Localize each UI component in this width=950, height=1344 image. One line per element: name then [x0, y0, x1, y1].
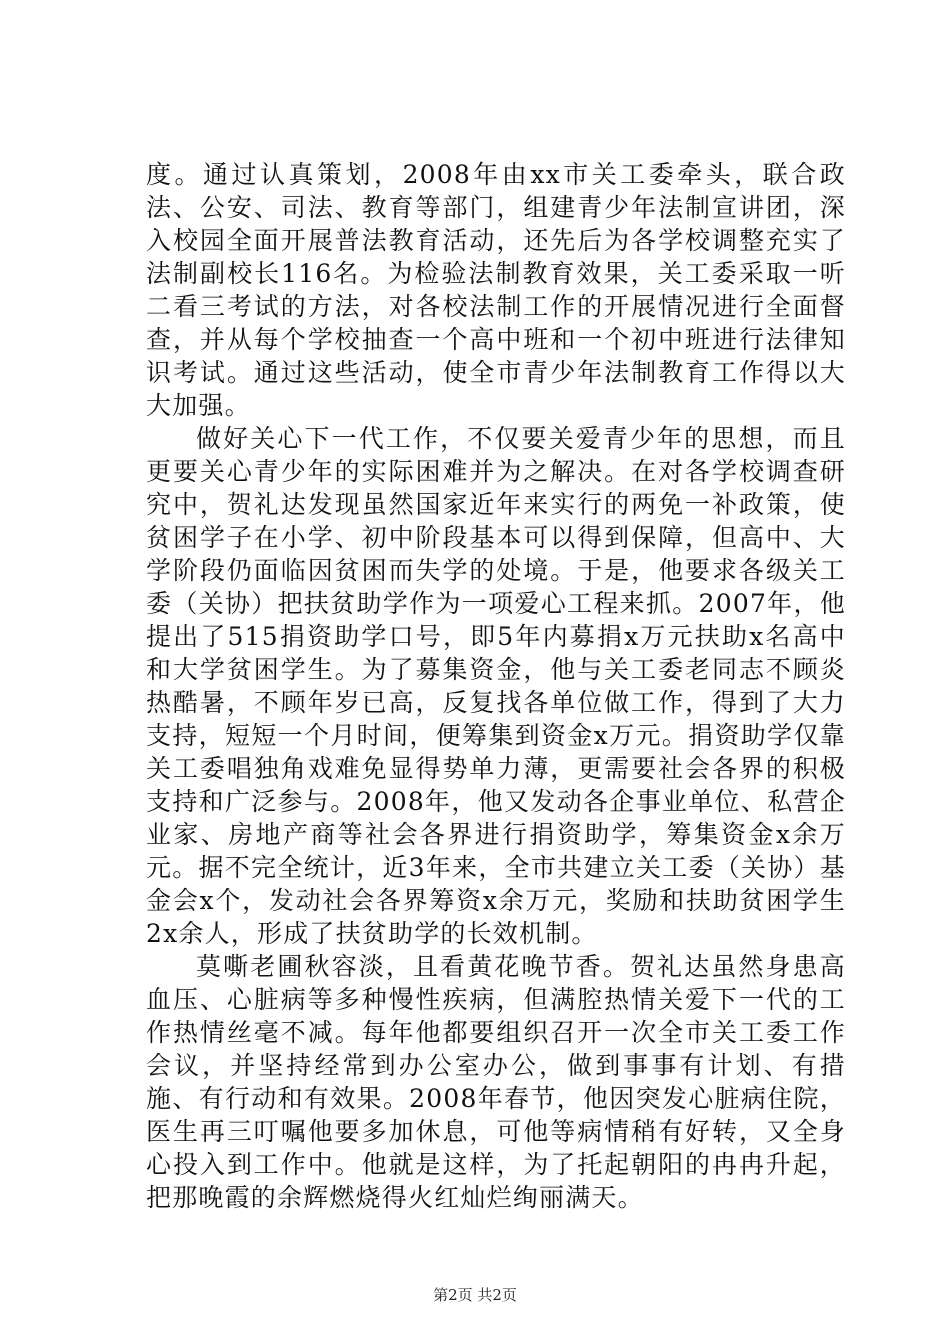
paragraph-poverty-aid: 做好关心下一代工作，不仅要关爱青少年的思想，而且更要关心青少年的实际困难并为之解决。在对各学校调查研究中，贺礼达发现虽然国家近年来实行的两免一补政策，使贫困学子在小学、初中阶段基本可以得到保障，但高中、大学阶段仍面临因贫困而失学的处境。于是，他要求各级关工委（关协）把扶贫助学作为一项爱心工程来抓。2007年，他提出了515捐资助学口号，即5年内募捐x万元扶助x名高中和大学贫困学生。为了募集资金，他与关工委老同志不顾炎热酷暑，不顾年岁已高，反复找各单位做工作，得到了大力支持，短短一个月时间，便筹集到资金x万元。捐资助学仅靠关工委唱独角戏难免显得势单力薄，更需要社会各界的积极支持和广泛参与。2008年，他又发动各企事业单位、私营企业家、房地产商等社会各界进行捐资助学，筹集资金x余万元。据不完全统计，近3年来，全市共建立关工委（关协）基金会x个，发动社会各界筹资x余万元，奖励和扶助贫困学生2x余人，形成了扶贫助学的长效机制。 — [146, 424, 846, 948]
document-body — [146, 158, 846, 1214]
paragraph-continuation: 度。通过认真策划，2008年由xx市关工委牵头，联合政法、公安、司法、教育等部门，组建青少年法制宣讲团，深入校园全面开展普法教育活动，还先后为各学校调整充实了法制副校长116名。为检验法制教育效果，关工委采取一听二看三考试的方法，对各校法制工作的开展情况进行全面督查，并从每个学校抽查一个高中班和一个初中班进行法律知识考试。通过这些活动，使全市青少年法制教育工作得以大大加强。 — [146, 160, 846, 420]
page-number-footer: 第2页 共2页 — [433, 1286, 517, 1304]
paragraph-dedication: 莫嘶老圃秋容淡，且看黄花晚节香。贺礼达虽然身患高血压、心脏病等多种慢性疾病，但满腔热情关爱下一代的工作热情丝毫不减。每年他都要组织召开一次全市关工委工作会议，并坚持经常到办公室办公，做到事事有计划、有措施、有行动和有效果。2008年春节，他因突发心脏病住院，医生再三叮嘱他要多加休息，可他等病情稍有好转，又全身心投入到工作中。他就是这样，为了托起朝阳的冉冉升起，把那晚霞的余辉燃烧得火红灿烂绚丽满天。 — [146, 952, 846, 1212]
